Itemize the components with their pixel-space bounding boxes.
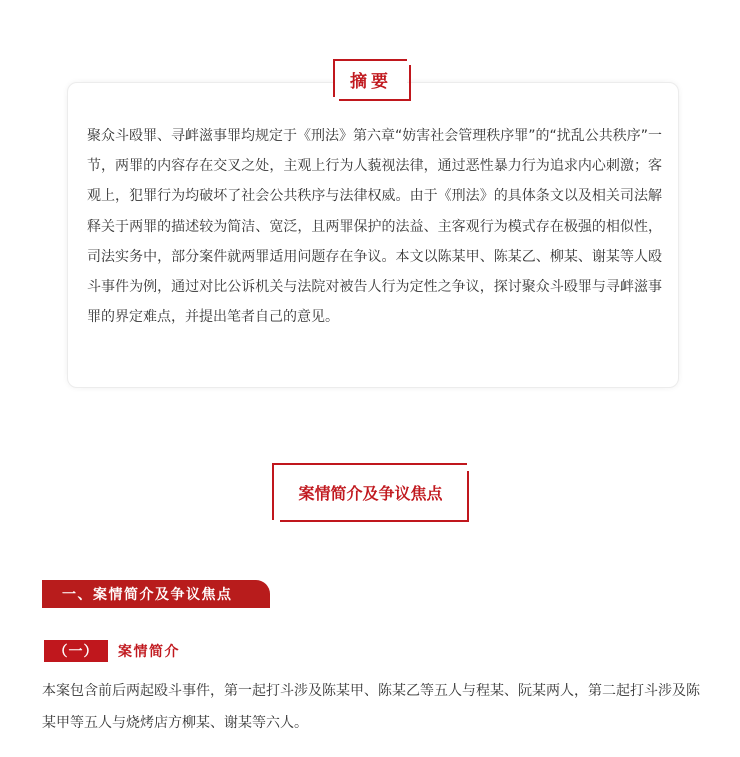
abstract-tag-label: 摘要: [350, 71, 392, 92]
subsection-heading: [44, 640, 180, 662]
abstract-tag: [333, 59, 407, 97]
case-summary-paragraph: 本案包含前后两起殴斗事件，第一起打斗涉及陈某甲、陈某乙等五人与程某、阮某两人，第二起打斗涉及陈某甲等五人与烧烤店方柳某、谢某等六人。: [42, 683, 700, 731]
subsection-number-badge: （一）: [44, 640, 108, 662]
subsection-label: 案情简介: [118, 644, 180, 660]
section-banner: [42, 580, 270, 608]
section-banner-label: 一、案情简介及争议焦点: [62, 587, 233, 603]
abstract-text: 聚众斗殴罪、寻衅滋事罪均规定于《刑法》第六章“妨害社会管理秩序罪”的“扰乱公共秩序”一节，两罪的内容存在交叉之处，主观上行为人藐视法律，通过恶性暴力行为追求内心刺激；客观上，犯罪行为均破坏了社会公共秩序与法律权威。由于《刑法》的具体条文以及相关司法解释关于两罪的描述较为简洁、宽泛，且两罪保护的法益、主客观行为模式存在极强的相似性，司法实务中，部分案件就两罪适用问题存在争议。本文以陈某甲、陈某乙、柳某、谢某等人殴斗事件为例，通过对比公诉机关与法院对被告人行为定性之争议，探讨聚众斗殴罪与寻衅滋事罪的界定难点，并提出笔者自己的意见。: [87, 128, 663, 326]
section-frame-title: [272, 463, 467, 520]
section-frame-title-label: 案情简介及争议焦点: [298, 484, 443, 503]
